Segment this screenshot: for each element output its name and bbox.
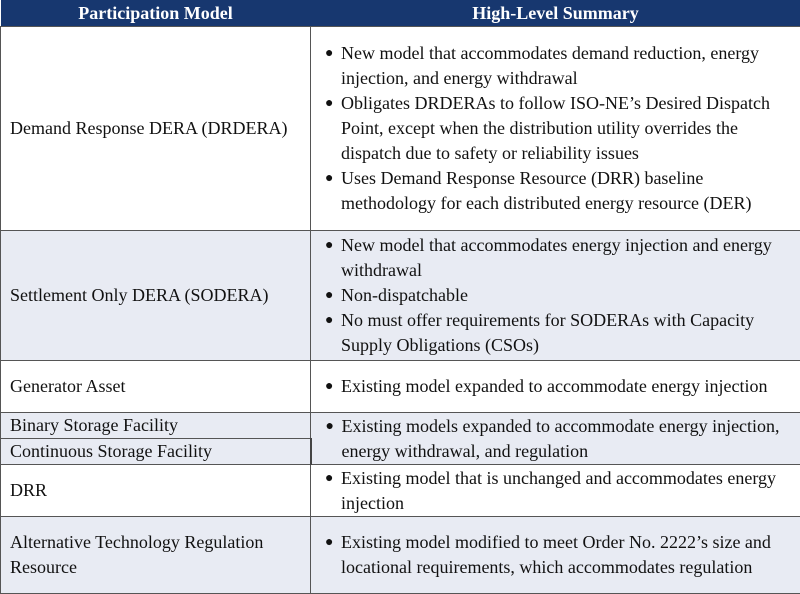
summary-cell — [311, 231, 800, 361]
bullet-icon: ● — [325, 171, 334, 186]
summary-item: ● Uses Demand Response Resource (DRR) baseline methodology for each distributed energy resource (DER) — [325, 168, 752, 213]
summary-item: ● New model that accommodates demand reduction, energy injection, and energy withdrawal — [325, 43, 760, 88]
summary-item: ● Existing model that is unchanged and accommodates energy injection — [325, 467, 777, 513]
bullet-icon: ● — [325, 46, 334, 61]
model-cell: Alternative Technology Regulation Resource — [1, 517, 311, 594]
summary-item: ● Obligates DRDERAs to follow ISO-NE’s Desired Dispatch Point, except when the distribution utility overrides the dispatch due to safety or reliability issues — [325, 93, 770, 163]
summary-cell — [311, 27, 800, 231]
summary-cell — [311, 413, 800, 465]
model-cell: Generator Asset — [1, 361, 311, 413]
table-row — [1, 231, 800, 361]
bullet-icon: ● — [325, 418, 334, 434]
summary-list — [317, 466, 796, 516]
table-row — [1, 465, 800, 517]
bullet-icon: ● — [325, 288, 334, 303]
summary-cell — [311, 517, 800, 594]
model-cell: Settlement Only DERA (SODERA) — [1, 231, 311, 361]
column-header-high-level-summary: High-Level Summary — [311, 0, 800, 27]
bullet-icon: ● — [325, 379, 334, 394]
summary-list — [317, 41, 796, 216]
summary-list — [317, 374, 796, 399]
summary-cell — [311, 361, 800, 413]
model-cell: Demand Response DERA (DRDERA) — [1, 27, 311, 231]
bullet-icon: ● — [325, 470, 334, 486]
table-header-row — [1, 0, 800, 27]
table-row — [1, 413, 800, 439]
bullet-icon: ● — [325, 96, 334, 111]
summary-cell — [311, 465, 800, 517]
summary-item: ● Existing models expanded to accommodate energy injection, energy withdrawal, and regulation — [325, 415, 780, 461]
model-cell: Continuous Storage Facility — [1, 439, 311, 465]
table-row — [1, 517, 800, 594]
table-row — [1, 27, 800, 231]
summary-list — [317, 233, 796, 358]
column-header-participation-model: Participation Model — [1, 0, 311, 27]
summary-item: ● Existing model expanded to accommodate energy injection — [317, 374, 796, 399]
summary-list — [318, 414, 796, 464]
table-row — [1, 361, 800, 413]
model-cell: DRR — [1, 465, 311, 517]
bullet-icon: ● — [325, 238, 334, 253]
model-cell: Binary Storage Facility — [1, 413, 311, 439]
summary-item: ● Existing model modified to meet Order No. 2222’s size and locational requirements, which accommodates regulation — [325, 532, 771, 577]
summary-list — [317, 530, 796, 580]
summary-item: ● New model that accommodates energy injection and energy withdrawal — [325, 235, 772, 280]
bullet-icon: ● — [325, 313, 334, 328]
summary-item: ● No must offer requirements for SODERAs with Capacity Supply Obligations (CSOs) — [325, 310, 755, 355]
summary-item: ● Non-dispatchable — [317, 283, 796, 308]
bullet-icon: ● — [325, 535, 334, 550]
